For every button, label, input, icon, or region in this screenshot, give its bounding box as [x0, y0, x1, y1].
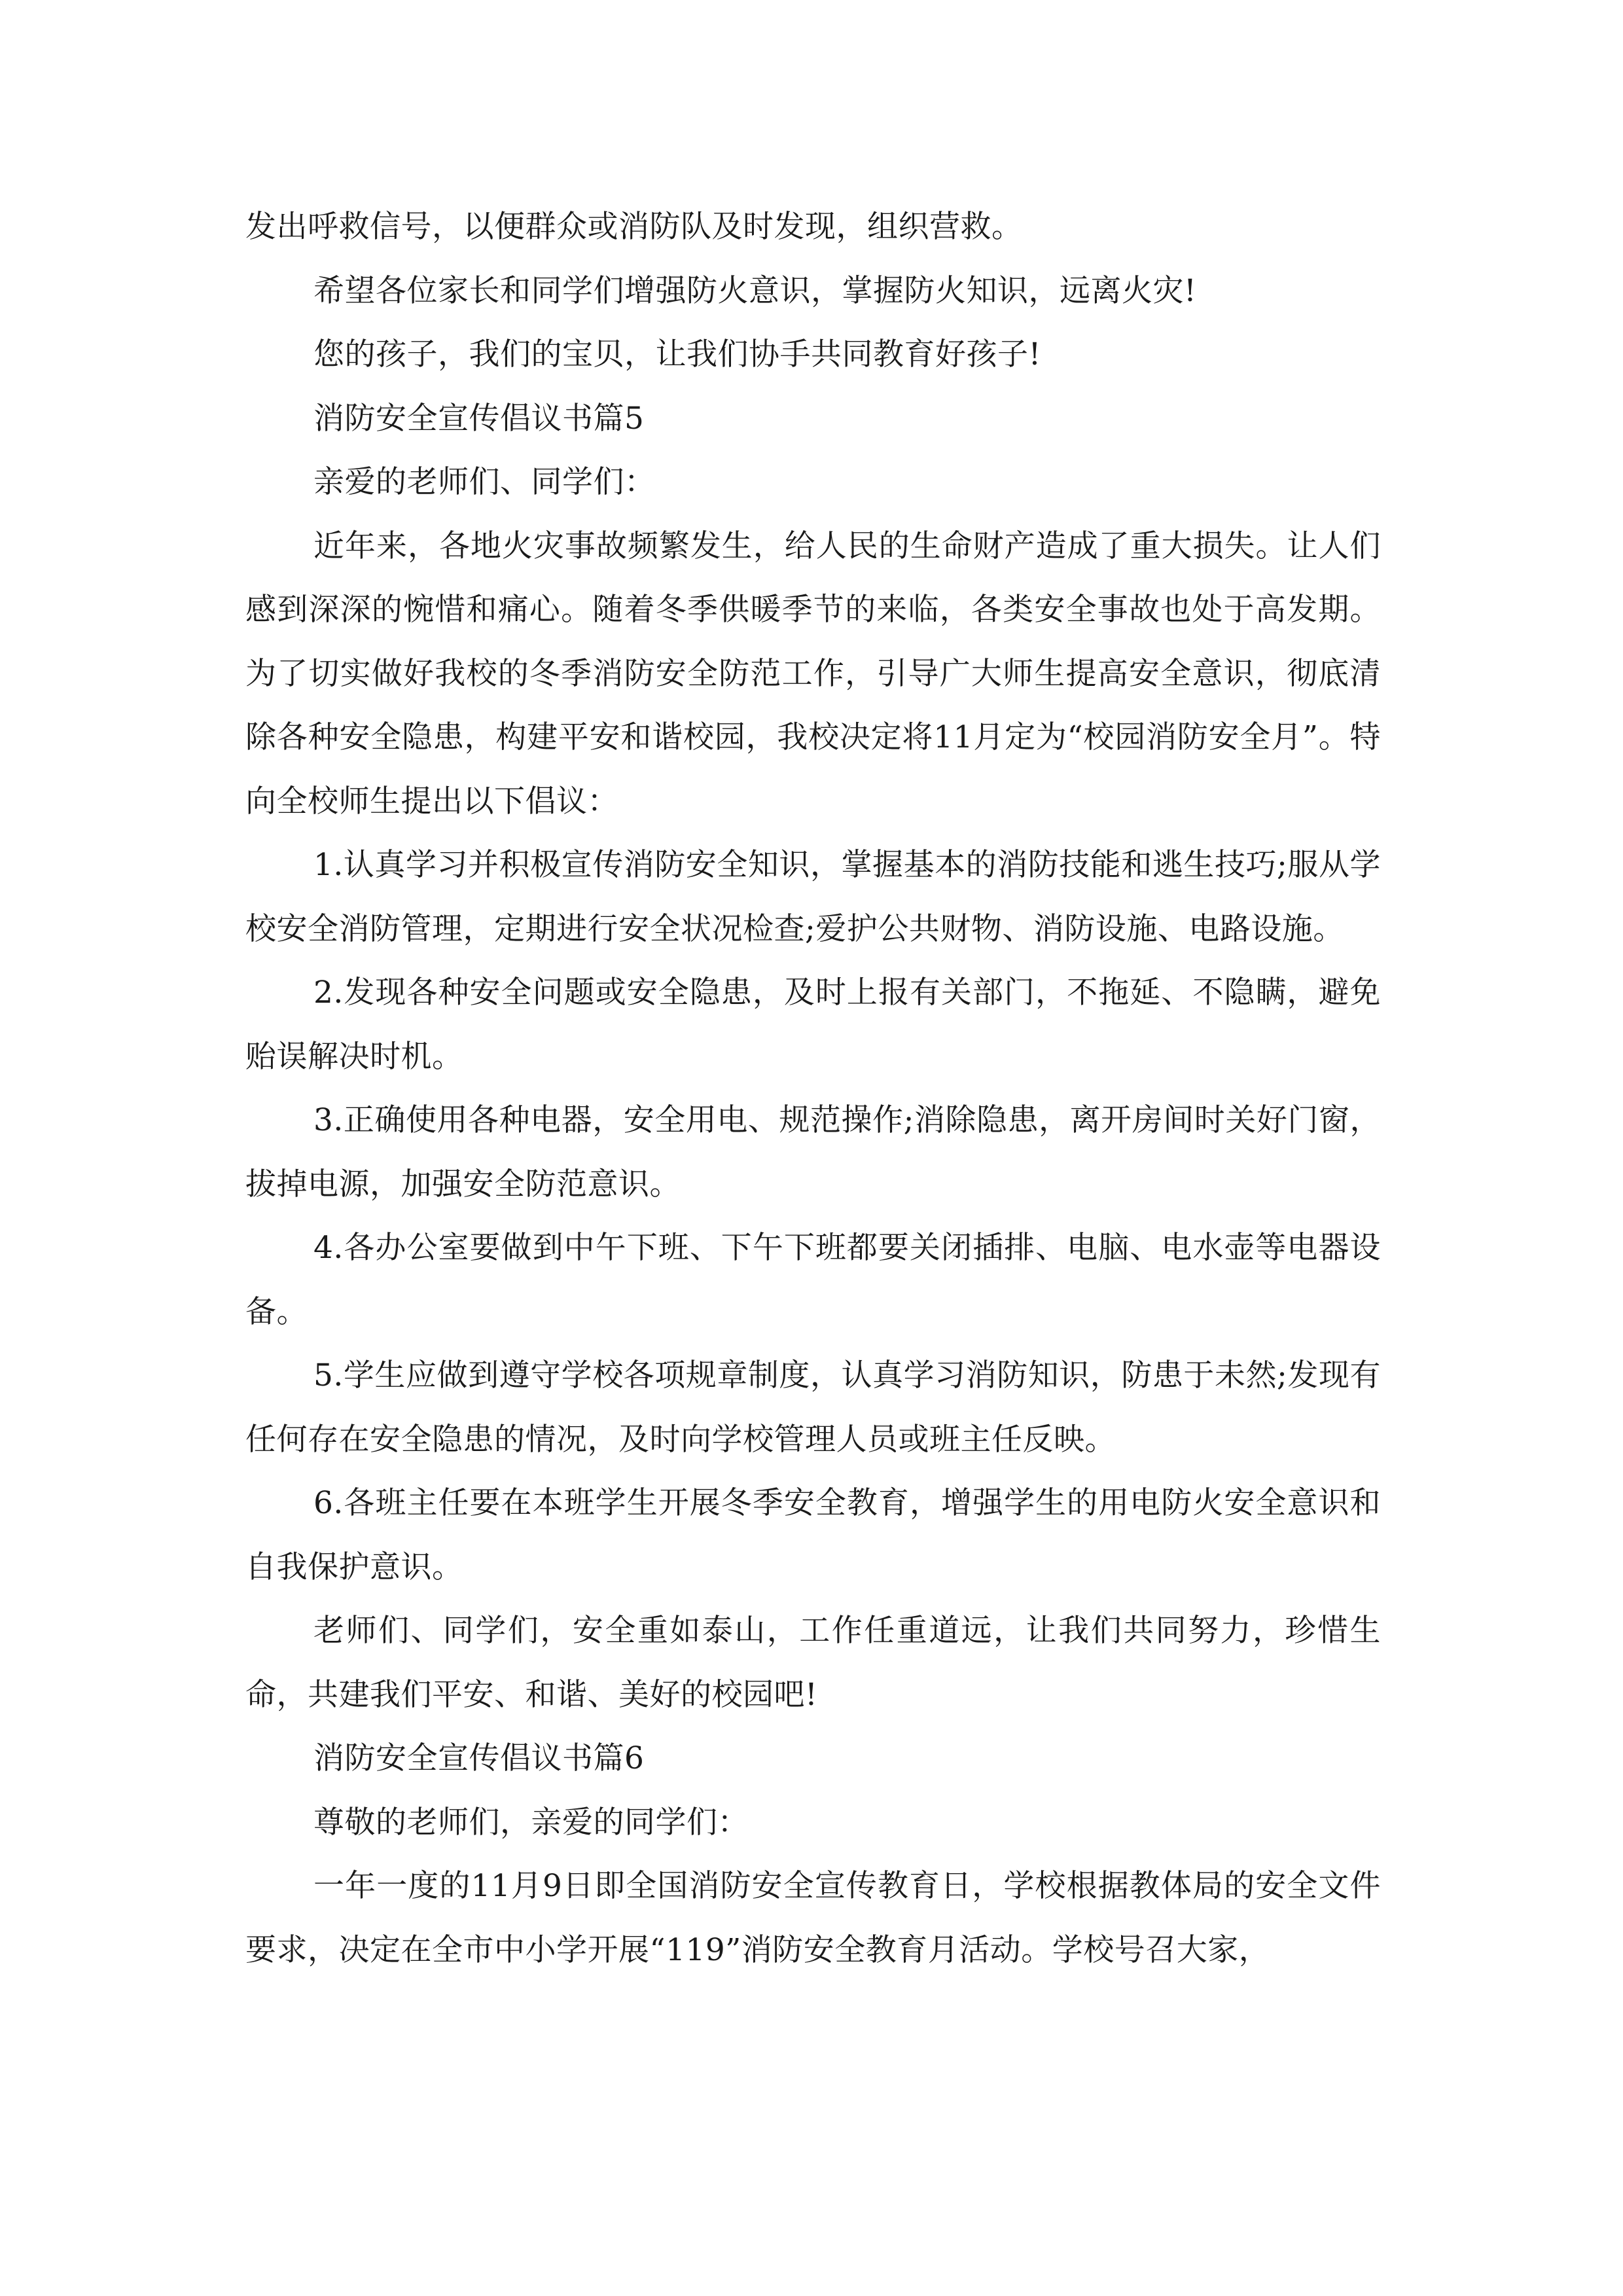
list-item: 6.各班主任要在本班学生开展冬季安全教育，增强学生的用电防火安全意识和自我保护意识。 — [245, 1485, 1381, 1585]
document-body — [245, 195, 1381, 1982]
paragraph: 您的孩子，我们的宝贝，让我们协手共同教育好孩子! — [313, 336, 1041, 372]
list-item: 3.正确使用各种电器，安全用电、规范操作;消除隐患，离开房间时关好门窗，拔掉电源，加强安全防范意识。 — [245, 1102, 1381, 1202]
list-item: 1.认真学习并积极宣传消防安全知识，掌握基本的消防技能和逃生技巧;服从学校安全消防管理，定期进行安全状况检查;爱护公共财物、消防设施、电路设施。 — [245, 847, 1381, 947]
paragraph: 发出呼救信号，以便群众或消防队及时发现，组织营救。 — [245, 209, 1023, 245]
paragraph: 老师们、同学们，安全重如泰山，工作任重道远，让我们共同努力，珍惜生命，共建我们平安、和谐、美好的校园吧! — [245, 1613, 1381, 1713]
section-title: 消防安全宣传倡议书篇5 — [313, 400, 645, 437]
paragraph: 希望各位家长和同学们增强防火意识，掌握防火知识，远离火灾! — [313, 272, 1197, 309]
section-title: 消防安全宣传倡议书篇6 — [313, 1740, 645, 1776]
paragraph: 一年一度的11月9日即全国消防安全宣传教育日，学校根据教体局的安全文件要求，决定在全市中小学开展“119”消防安全教育月活动。学校号召大家， — [245, 1868, 1381, 1968]
salutation: 尊敬的老师们，亲爱的同学们： — [313, 1804, 749, 1840]
list-item: 4.各办公室要做到中午下班、下午下班都要关闭插排、电脑、电水壶等电器设备。 — [245, 1230, 1381, 1330]
salutation: 亲爱的老师们、同学们： — [313, 464, 656, 500]
paragraph: 近年来，各地火灾事故频繁发生，给人民的生命财产造成了重大损失。让人们感到深深的惋惜和痛心。随着冬季供暖季节的来临，各类安全事故也处于高发期。为了切实做好我校的冬季消防安全防范工作，引导广大师生提高安全意识，彻底清除各种安全隐患，构建平安和谐校园，我校决定将11月定为“校园消防安全月”。特向全校师生提出以下倡议： — [245, 528, 1381, 819]
list-item: 5.学生应做到遵守学校各项规章制度，认真学习消防知识，防患于未然;发现有任何存在安全隐患的情况，及时向学校管理人员或班主任反映。 — [245, 1357, 1381, 1458]
list-item: 2.发现各种安全问题或安全隐患，及时上报有关部门，不拖延、不隐瞒，避免贻误解决时机。 — [245, 975, 1381, 1075]
